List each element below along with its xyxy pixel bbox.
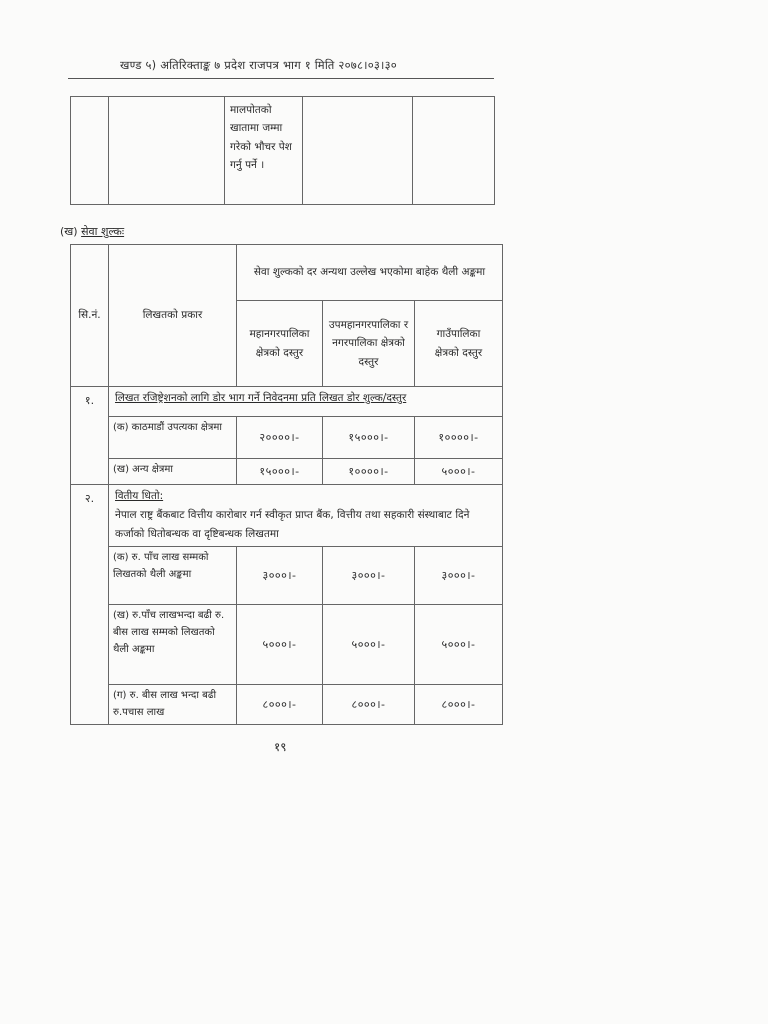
page-number: १९ — [274, 740, 287, 754]
s1-row1-metro: २००००।- — [237, 417, 323, 459]
s2-row1-label: (क) रु. पाँच लाख सम्मको लिखतको थैली अङ्कमा — [109, 547, 237, 605]
s2-row1-rural: ३०००।- — [415, 547, 503, 605]
section-prefix: (ख) — [60, 225, 78, 238]
s2-title-cell — [109, 485, 503, 547]
s2-sn: २. — [71, 485, 109, 725]
cont-cell-4 — [303, 97, 413, 205]
table-row — [71, 685, 503, 725]
s1-row1-label: (क) काठमाडौं उपत्यका क्षेत्रमा — [109, 417, 237, 459]
s1-row2-rural: ५०००।- — [415, 459, 503, 485]
s2-row2-submetro: ५०००।- — [323, 605, 415, 685]
service-fee-table — [70, 244, 503, 725]
gazette-header: खण्ड ५) अतिरिक्ताङ्क ७ प्रदेश राजपत्र भाग १ मिति २०७८।०३।३० — [120, 58, 397, 72]
s2-row2-rural: ५०००।- — [415, 605, 503, 685]
continuation-table — [70, 96, 495, 205]
s1-title-cell — [109, 387, 503, 417]
s2-row1-metro: ३०००।- — [237, 547, 323, 605]
s1-title: लिखत रजिष्ट्रेशनको लागि डोर भाग गर्ने निवेदनमा प्रति लिखत डोर शुल्क/दस्तुर — [115, 392, 407, 404]
s2-row2-metro: ५०००।- — [237, 605, 323, 685]
header-submetro: उपमहानगरपालिका र नगरपालिका क्षेत्रको दस्तुर — [323, 301, 415, 387]
table-row — [71, 547, 503, 605]
s2-row2-label: (ख) रु.पाँच लाखभन्दा बढी रु. बीस लाख सम्मको लिखतको थैली अङ्कमा — [109, 605, 237, 685]
cont-text: मालपोतको खातामा जम्मा गरेको भौचर पेश गर्नु पर्ने । — [230, 104, 292, 172]
s2-row3-label: (ग) रु. बीस लाख भन्दा बढी रु.पचास लाख — [109, 685, 237, 725]
s2-row3-rural: ८०००।- — [415, 685, 503, 725]
s2-row1-submetro: ३०००।- — [323, 547, 415, 605]
s1-sn: १. — [71, 387, 109, 485]
s1-row1-submetro: १५०००।- — [323, 417, 415, 459]
section-title: सेवा शुल्कः — [81, 225, 125, 238]
s2-title: वितीय धितो: — [115, 490, 164, 502]
s1-row2-label: (ख) अन्य क्षेत्रमा — [109, 459, 237, 485]
header-sn: सि.नं. — [71, 245, 109, 387]
cont-cell-5 — [413, 97, 495, 205]
header-rural: गाउँपालिका क्षेत्रको दस्तुर — [415, 301, 503, 387]
header-rule — [68, 78, 494, 79]
s2-row3-submetro: ८०००।- — [323, 685, 415, 725]
s1-row2-submetro: १००००।- — [323, 459, 415, 485]
table-row — [71, 459, 503, 485]
header-group: सेवा शुल्कको दर अन्यथा उल्लेख भएकोमा बाहेक थैली अङ्कमा — [237, 245, 503, 301]
cont-cell-1 — [71, 97, 109, 205]
s2-desc: नेपाल राष्ट्र बैंकबाट वित्तीय कारोबार गर्न स्वीकृत प्राप्त बैंक, वित्तीय तथा सहकारी संस्थाबाट दिने कर्जाको धितोबन्धक वा दृष्टिबन्धक लिखतमा — [115, 508, 470, 540]
header-metro: महानगरपालिका क्षेत्रको दस्तुर — [237, 301, 323, 387]
table-row — [71, 605, 503, 685]
section-heading — [60, 224, 124, 239]
table-row — [71, 417, 503, 459]
header-type: लिखतको प्रकार — [109, 245, 237, 387]
s1-row1-rural: १००००।- — [415, 417, 503, 459]
s2-row3-metro: ८०००।- — [237, 685, 323, 725]
s1-row2-metro: १५०००।- — [237, 459, 323, 485]
cont-cell-2 — [109, 97, 225, 205]
cont-cell-3 — [225, 97, 303, 205]
